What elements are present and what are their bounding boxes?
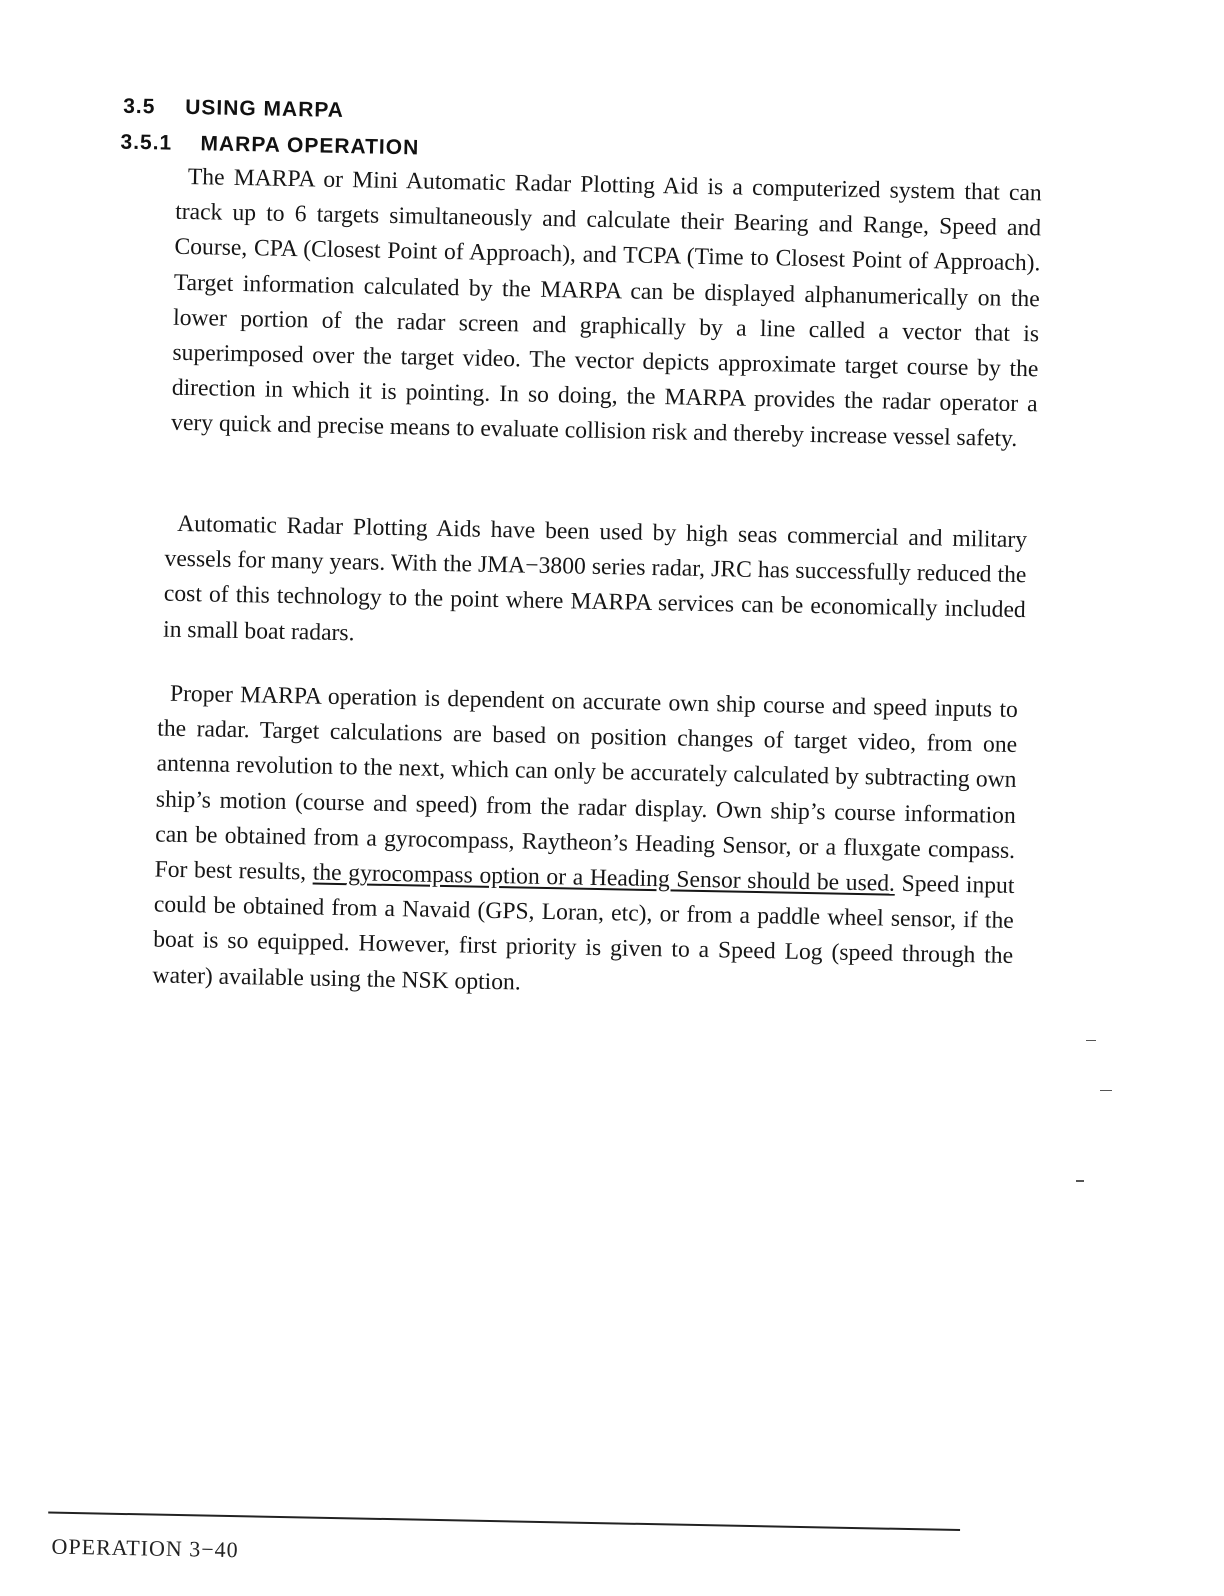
subsection-heading — [120, 131, 419, 161]
underlined-recommendation: the gyrocompass option or a Heading Sensor should be used. — [312, 859, 896, 897]
section-number: 3.5 — [123, 94, 156, 119]
subsection-title: MARPA OPERATION — [200, 132, 420, 160]
paragraph-text: Proper MARPA operation is dependent on accurate own ship course and speed inputs to the radar. Target calculations are based on position changes of target video, from one antenna revolution to the next, which can only be accurately calculated by subtracting own ship’s motion (course and speed) from the radar display. Own ship’s course information can be obtained from a gyrocompass, Raytheon’s Heading Sensor, or a fluxgate compass. For best results, — [154, 680, 1019, 886]
scan-mark — [1076, 1180, 1084, 1182]
footer-page-label: OPERATION 3−40 — [51, 1533, 239, 1563]
section-title: USING MARPA — [184, 95, 345, 122]
section-heading — [123, 95, 344, 123]
paragraph-text: Speed input could be obtained from a Navaid (GPS, Loran, etc), or from a paddle wheel sensor, if the boat is so equipped. However, first priority is given to a Speed Log (speed through the water) available using the NSK option. — [152, 870, 1015, 996]
paragraph-arpa-history: Automatic Radar Plotting Aids have been used by high seas commercial and military vessels for many years. With the JMA−3800 series radar, JRC has successfully reduced the cost of this technology to the point where MARPA services can be economically included in small boat radars. — [162, 510, 1028, 646]
paragraph-marpa-overview: The MARPA or Mini Automatic Radar Plotting Aid is a computerized system that can track up to 6 targets simultaneously and calculate their Bearing and Range, Speed and Course, CPA (Closest Point of Approach), and TCPA (Time to Closest Point of Approach). Target information calculated by the MARPA can be displayed alphanumerically on the lower portion of the radar screen and graphically by a line called a vector that is superimposed over the target video. The vector depicts approximate target course by the direction in which it is pointing. In so doing, the MARPA provides the radar operator a very quick and precise means to evaluate collision risk and thereby increase vessel safety. — [170, 163, 1042, 453]
footer-rule — [48, 1512, 960, 1532]
subsection-number: 3.5.1 — [120, 130, 173, 155]
scan-mark — [1100, 1090, 1112, 1091]
paragraph-marpa-inputs — [152, 676, 1018, 1009]
scan-mark — [1086, 1040, 1096, 1041]
